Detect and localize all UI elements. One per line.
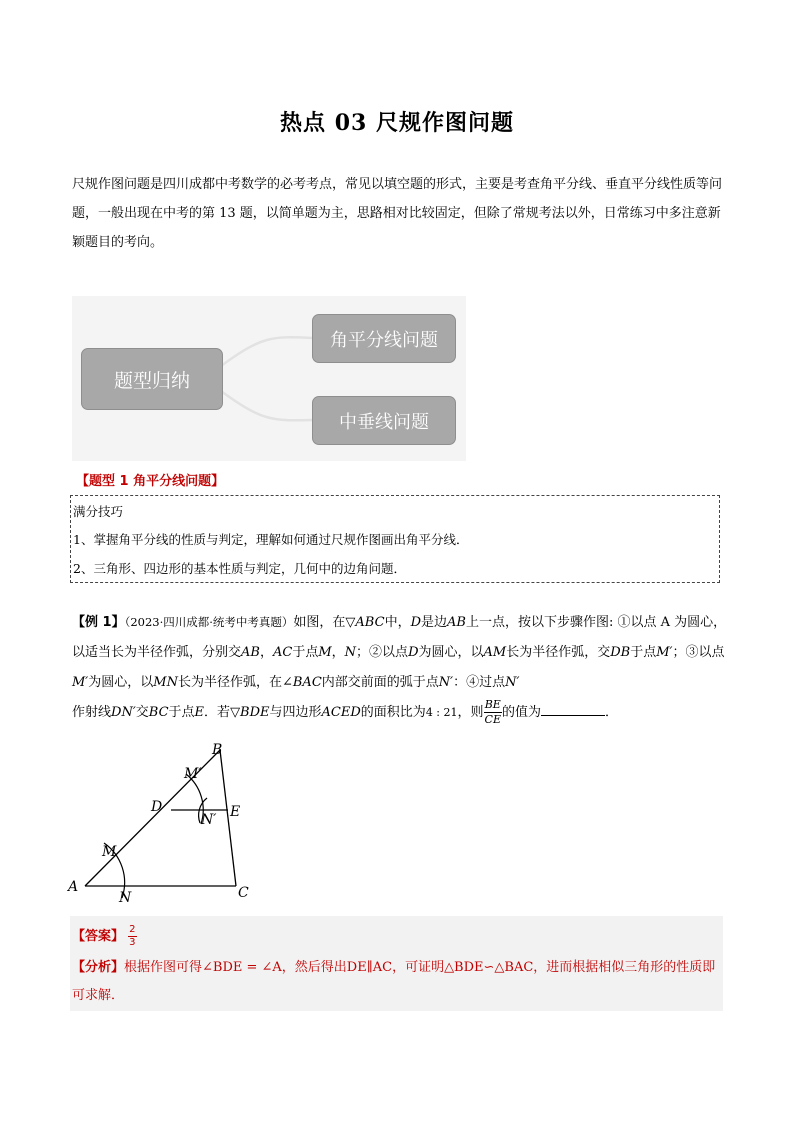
example-problem: 【例 1】（2023·四川成都·统考中考真题）如图，在▽ABC中，D是边AB上一点，按以下步骤作图: ①以点 A 为圆心，以适当长为半径作弧，分别交AB，AC于点M，N；②以点D为圆心，以AM长为半径作弧，交DB于点M′；③以点M′为圆心，以MN长为半径作弧，在∠BAC内部交前面的弧于点N′：④过点N′ 作射线DN′交BC于点E．若▽BDE与四边形ACED的面积比为4 : 21，则 $\frac{BE}{CE}$ 的值为 ． — [72, 615, 727, 726]
tips-box — [70, 495, 720, 583]
label-a: A — [68, 879, 79, 895]
mindmap-branch-perpendicular-bisector: 中垂线问题 — [312, 396, 456, 445]
label-np: N′ — [201, 812, 217, 828]
answer-blank — [541, 701, 605, 716]
label-b: B — [212, 742, 223, 758]
label-mp: M′ — [184, 766, 202, 782]
analysis-label: 【分析】 — [72, 960, 125, 975]
section-heading: 【题型 1 角平分线问题】 — [76, 474, 225, 489]
mindmap-root: 题型归纳 — [81, 348, 223, 410]
label-e: E — [230, 804, 241, 820]
tips-title: 满分技巧 — [73, 504, 124, 519]
example-label: 【例 1】 — [72, 615, 125, 630]
mindmap-branch-angle-bisector: 角平分线问题 — [312, 314, 456, 363]
mindmap — [72, 296, 466, 461]
label-d: D — [151, 799, 163, 815]
answer-fraction: $\frac{2}{3}$ — [129, 924, 136, 948]
analysis-text: 根据作图可得∠BDE = ∠A，然后得出DE∥AC，可证明△BDE∽△BAC，进而根据相似三角形的性质即可求解． — [72, 960, 716, 1003]
intro-paragraph: 尺规作图问题是四川成都中考数学的必考考点，常见以填空题的形式，主要是考查角平分线、垂直平分线性质等问题，一般出现在中考的第 13 题，以简单题为主，思路相对比较固定，但除了常规考法以外，日常练习中多注意新颖题目的考向。 — [72, 177, 723, 250]
analysis-row — [72, 954, 722, 1010]
label-c: C — [238, 885, 249, 901]
page-title: 热点 03 尺规作图问题 — [280, 110, 514, 136]
ratio-fraction: $\frac{BE}{CE}$ — [484, 698, 501, 726]
tip-item: 2、三角形、四边形的基本性质与判定，几何中的边角问题． — [73, 561, 406, 576]
label-n: N — [119, 890, 132, 906]
answer-box — [70, 916, 723, 1011]
tip-item: 1、掌握角平分线的性质与判定，理解如何通过尺规作图画出角平分线． — [73, 532, 469, 547]
label-m: M — [102, 844, 117, 860]
answer-row — [72, 924, 137, 949]
answer-label: 【答案】 — [72, 929, 125, 944]
geometry-figure — [60, 740, 270, 910]
